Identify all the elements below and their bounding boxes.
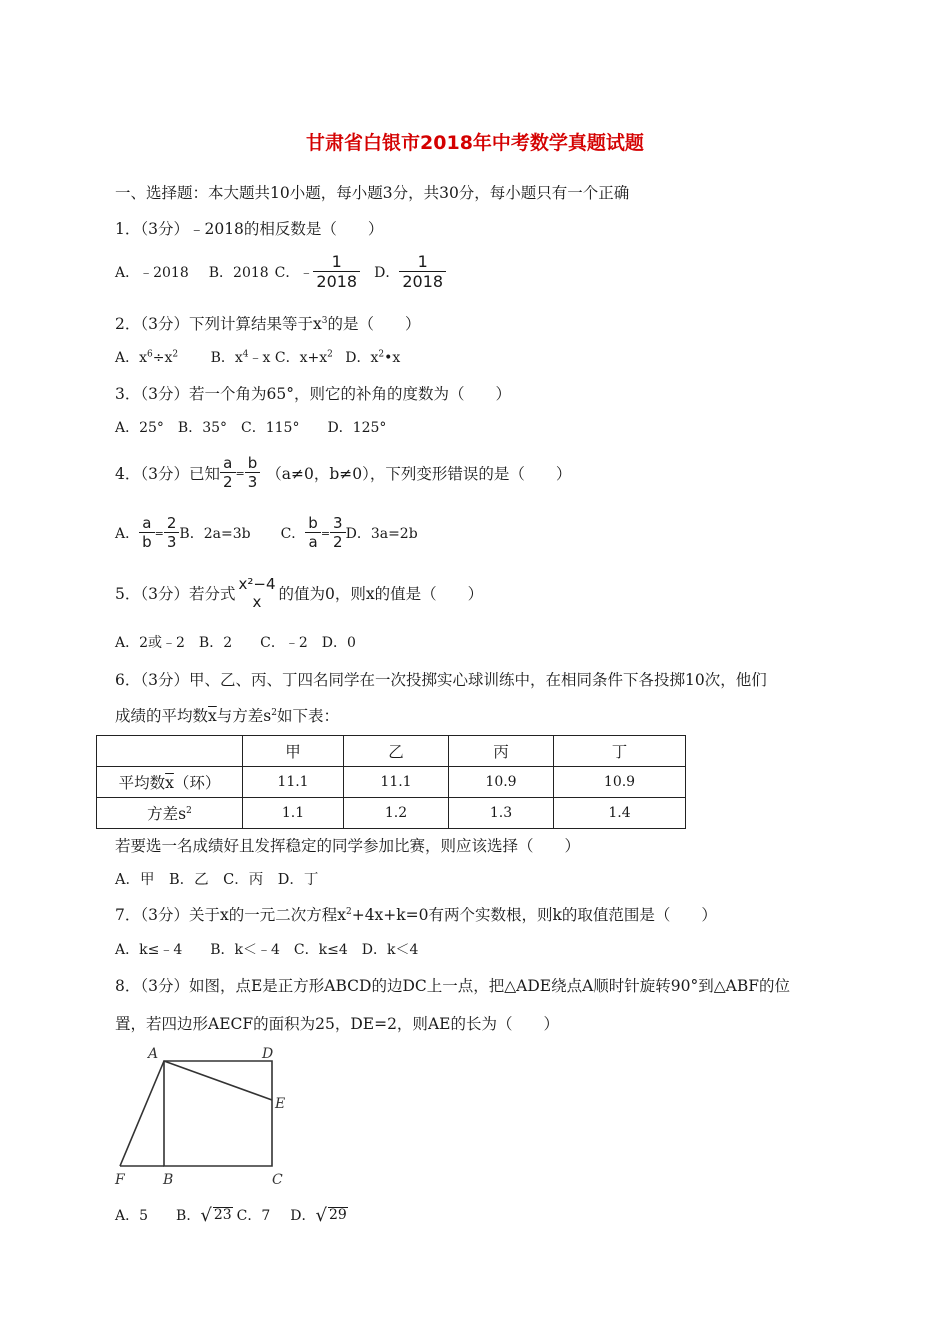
- row-label: 平均数$\overline{x}$（环）: [97, 767, 243, 798]
- radical-sign: √: [315, 1204, 327, 1226]
- option-c-label: C．: [280, 526, 306, 542]
- stem-text: 的是（ ）: [327, 315, 421, 333]
- question-2-stem: [115, 312, 420, 334]
- stem-text: 的值为0，则x的值是（ ）: [278, 585, 484, 603]
- fraction-numerator: 1: [331, 252, 342, 271]
- option-d-label: D．: [374, 265, 400, 281]
- label-c: C: [272, 1172, 283, 1188]
- option-d-fraction: [399, 254, 446, 290]
- table-cell: [97, 736, 243, 767]
- fraction: x²−4 x: [238, 574, 276, 611]
- fraction-denominator: 2018: [399, 271, 446, 290]
- question-3-stem: 3．（3分）若一个角为65°，则它的补角的度数为（ ）: [115, 385, 511, 403]
- question-6-line2: 成绩的平均数$\overline{x}$与方差$s^2$如下表：: [115, 707, 339, 725]
- label-a: A: [148, 1046, 159, 1062]
- option-c: C．7: [236, 1208, 271, 1224]
- question-8-options: [115, 1202, 348, 1228]
- table-cell: 10.9: [449, 767, 554, 798]
- option-b-label: B．: [176, 1208, 201, 1224]
- table-cell: 1.2: [344, 798, 449, 829]
- option-c-fraction: [313, 254, 360, 290]
- label-e: E: [275, 1096, 286, 1112]
- question-1-options: [115, 250, 446, 294]
- table-header-row: [97, 736, 686, 767]
- stem-text: （a≠0，b≠0），下列变形错误的是（ ）: [266, 465, 572, 483]
- segment-ae: [164, 1061, 272, 1100]
- fraction-numerator: 1: [417, 252, 428, 271]
- table-cell: 1.1: [243, 798, 344, 829]
- question-5-options: A．2或﹣2 B．2 C．﹣2 D．0: [115, 635, 356, 651]
- table-cell: 10.9: [554, 767, 686, 798]
- fraction: $\frac{b}{3}$: [245, 456, 261, 490]
- square-abcd: [164, 1061, 272, 1166]
- question-8-line2: 置，若四边形AECF的面积为25，DE=2，则AE的长为（ ）: [115, 1015, 559, 1033]
- radicand: 23: [213, 1206, 232, 1223]
- label-b: B: [163, 1172, 174, 1188]
- fraction-denominator: 2018: [313, 271, 360, 290]
- option-a: A．5: [115, 1208, 149, 1224]
- option-b: B．$x^4﹣x$: [210, 349, 271, 366]
- question-6-options: A．甲 B．乙 C．丙 D．丁: [115, 872, 319, 888]
- fraction: $\frac{3}{2}$: [330, 516, 346, 550]
- option-b: B．2018: [208, 265, 269, 281]
- section-header: 一、选择题：本大题共10小题，每小题3分，共30分，每小题只有一个正确: [115, 184, 630, 202]
- fraction: $\frac{b}{a}$: [305, 516, 321, 550]
- table-row: [97, 798, 686, 829]
- option-c-label: C．﹣: [274, 265, 314, 281]
- table-cell: 1.3: [449, 798, 554, 829]
- question-6-line1: 6．（3分）甲、乙、丙、丁四名同学在一次投掷实心球训练中，在相同条件下各投掷10次，他们: [115, 671, 767, 689]
- table-cell: 11.1: [344, 767, 449, 798]
- option-d-label: D．: [290, 1208, 316, 1224]
- question-7-stem: 7．（3分）关于x的一元二次方程$x^2+4x+k=0$有两个实数根，则k的取值范围是（ ）: [115, 906, 717, 924]
- page-title: 甘肃省白银市2018年中考数学真题试题: [306, 132, 644, 154]
- question-7-options: A．k≤﹣4 B．k＜﹣4 C．k≤4 D．k＜4: [115, 942, 419, 958]
- option-c: C．$x+x^2$: [274, 349, 333, 366]
- results-table: [96, 735, 686, 829]
- question-4-options: A． $\frac{a}{b}$ = $\frac{2}{3}$ B．2a=3b C． $\frac{b}{a}$ = $\frac{3}{2}$ D．3a=2b: [115, 514, 418, 551]
- question-4-stem: [115, 451, 571, 495]
- radicand: 29: [328, 1206, 347, 1223]
- question-2-options: [115, 347, 400, 367]
- exponent: 3: [321, 315, 328, 326]
- segment-af: [120, 1061, 164, 1166]
- option-a-label: A．: [115, 526, 140, 542]
- label-f: F: [115, 1172, 125, 1188]
- fraction: $\frac{a}{b}$: [139, 516, 155, 550]
- radical-sign: √: [200, 1204, 212, 1226]
- row-label: 方差$s^2$: [97, 798, 243, 829]
- option-b: B．2a=3b: [179, 526, 251, 542]
- fraction: $\frac{2}{3}$: [164, 516, 180, 550]
- question-5-stem: [115, 569, 483, 617]
- stem-text: 4．（3分）已知: [115, 465, 220, 483]
- table-cell: 11.1: [243, 767, 344, 798]
- table-header: 乙: [344, 736, 449, 767]
- option-d: D．$x^2•x$: [345, 349, 401, 366]
- table-header: 丙: [449, 736, 554, 767]
- stem-text: 5．（3分）若分式: [115, 585, 236, 603]
- table-header: 丁: [554, 736, 686, 767]
- table-cell: 1.4: [554, 798, 686, 829]
- option-a: A．﹣2018: [115, 265, 189, 281]
- stem-text: 2．（3分）下列计算结果等于x: [115, 315, 322, 333]
- table-header: 甲: [243, 736, 344, 767]
- option-d: D．3a=2b: [345, 526, 418, 542]
- table-row: [97, 767, 686, 798]
- question-3-options: A．25° B．35° C．115° D．125°: [115, 420, 387, 436]
- equals: =: [235, 466, 245, 480]
- fraction: $\frac{a}{2}$: [220, 456, 236, 490]
- question-6-after: 若要选一名成绩好且发挥稳定的同学参加比赛，则应该选择（ ）: [115, 837, 581, 855]
- label-d: D: [262, 1046, 274, 1062]
- question-8-line1: 8．（3分）如图，点E是正方形ABCD的边DC上一点，把△ADE绕点A顺时针旋转90°到△ABF的位: [115, 977, 791, 995]
- geometry-figure: [100, 1040, 300, 1190]
- option-a: A．$x^6\div x^2$: [115, 349, 179, 366]
- question-1-stem: 1．（3分）﹣2018的相反数是（ ）: [115, 220, 384, 238]
